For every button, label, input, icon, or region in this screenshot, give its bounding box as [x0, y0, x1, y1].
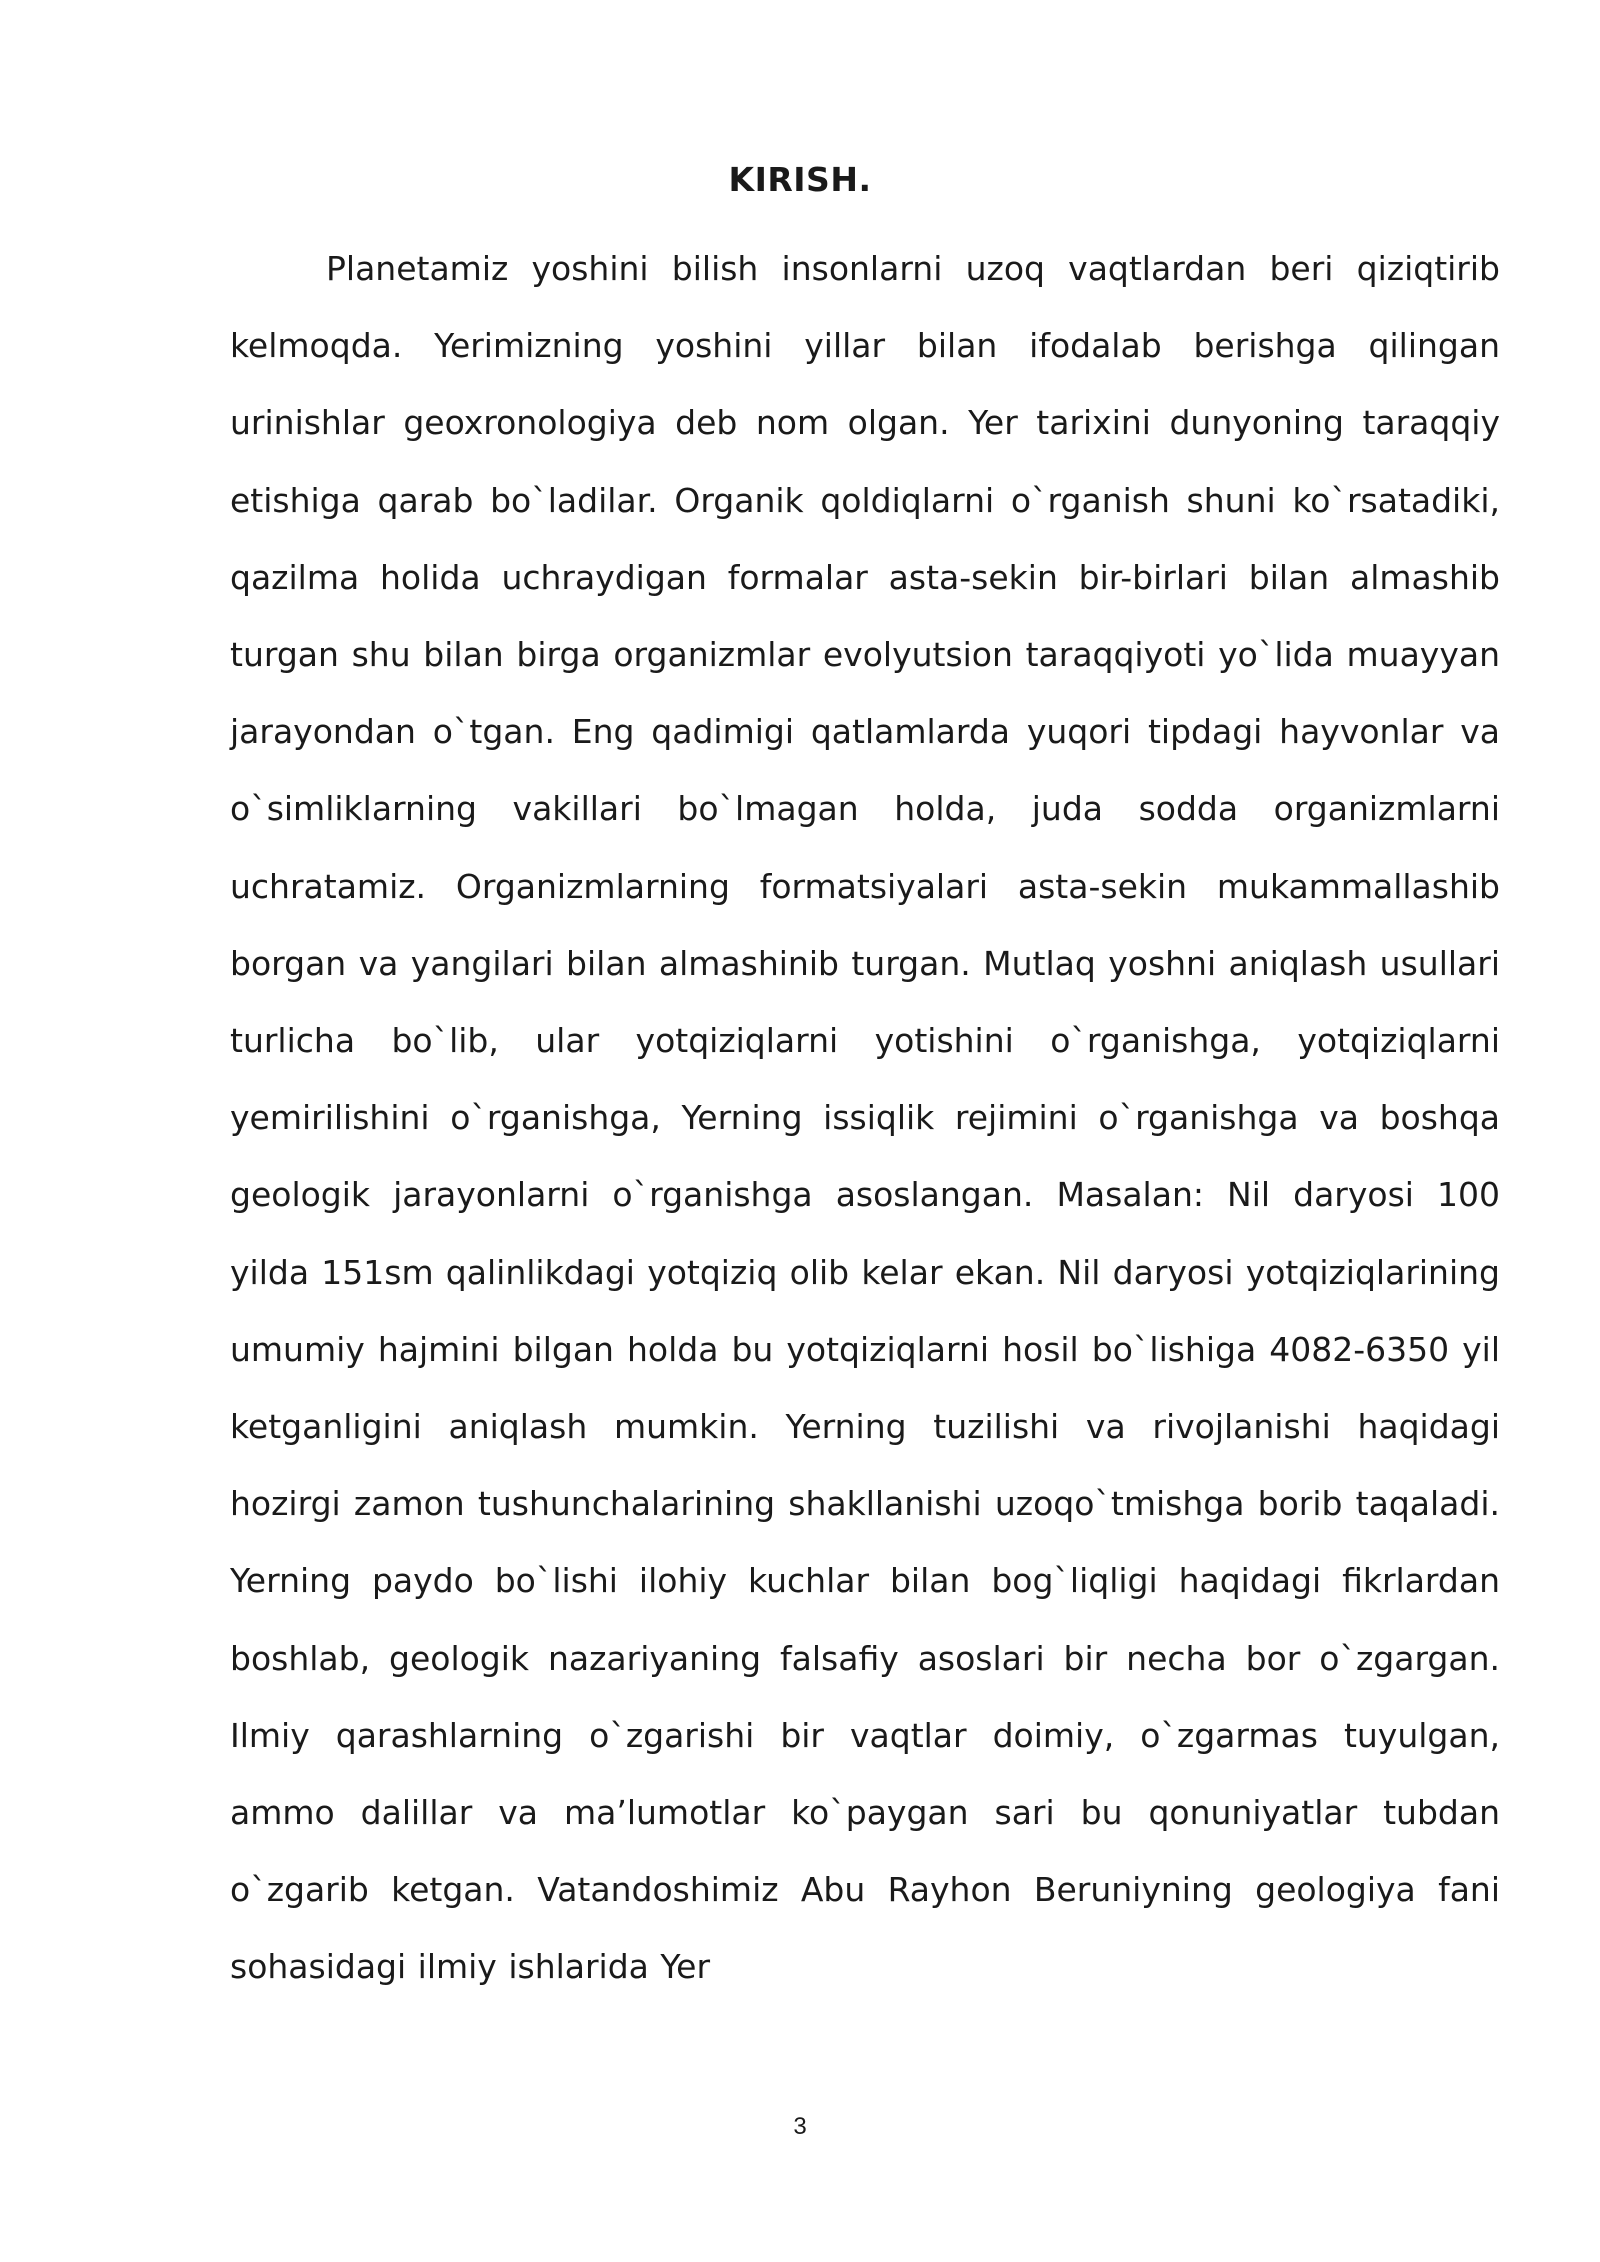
section-title: KIRISH. [728, 160, 872, 199]
body-paragraph: Planetamiz yoshini bilish insonlarni uzoq vaqtlardan beri qiziqtirib kelmoqda. Yerimizning yoshini yillar bilan ifodalab berishga qilingan urinishlar geoxronologiya deb nom olgan. Yer tarixini dunyoning taraqqiy etishiga qarab bo`ladilar. Organik qoldiqlarni o`rganish shuni ko`rsatadiki, qazilma holida uchraydigan formalar asta-sekin bir-birlari bilan almashib turgan shu bilan birga organizmlar evolyutsion taraqqiyoti yo`lida muayyan jarayondan o`tgan. Eng qadimigi qatlamlarda yuqori tipdagi hayvonlar va o`simliklarning vakillari bo`lmagan holda, juda sodda organizmlarni uchratamiz. Organizmlarning formatsiyalari asta-sekin mukammallashib borgan va yangilari bilan almashinib turgan. Mutlaq yoshni aniqlash usullari turlicha bo`lib, ular yotqiziqlarni yotishini o`rganishga, yotqiziqlarni yemirilishini o`rganishga, Yerning issiqlik rejimini o`rganishga va boshqa geologik jarayonlarni o`rganishga asoslangan. Masalan: Nil daryosi 100 yilda 151sm qalinlikdagi yotqiziq olib kelar ekan. Nil daryosi yotqiziqlarining umumiy hajmini bilgan holda bu yotqiziqlarni hosil bo`lishiga 4082-6350 yil ketganligini aniqlash mumkin. Yerning tuzilishi va rivojlanishi haqidagi hozirgi zamon tushunchalarining shakllanishi uzoqo`tmishga borib taqaladi. Yerning paydo bo`lishi ilohiy kuchlar bilan bog`liqligi haqidagi fikrlardan boshlab, geologik nazariyaning falsafiy asoslari bir necha bor o`zgargan. Ilmiy qarashlarning o`zgarishi bir vaqtlar doimiy, o`zgarmas tuyulgan, ammo dalillar va ma’lumotlar ko`paygan sari bu qonuniyatlar tubdan o`zgarib ketgan. Vatandoshimiz Abu Rayhon Beruniyning geologiya fani sohasidagi ilmiy ishlarida Yer [230, 249, 1500, 1987]
page-number: 3 [793, 2113, 807, 2140]
